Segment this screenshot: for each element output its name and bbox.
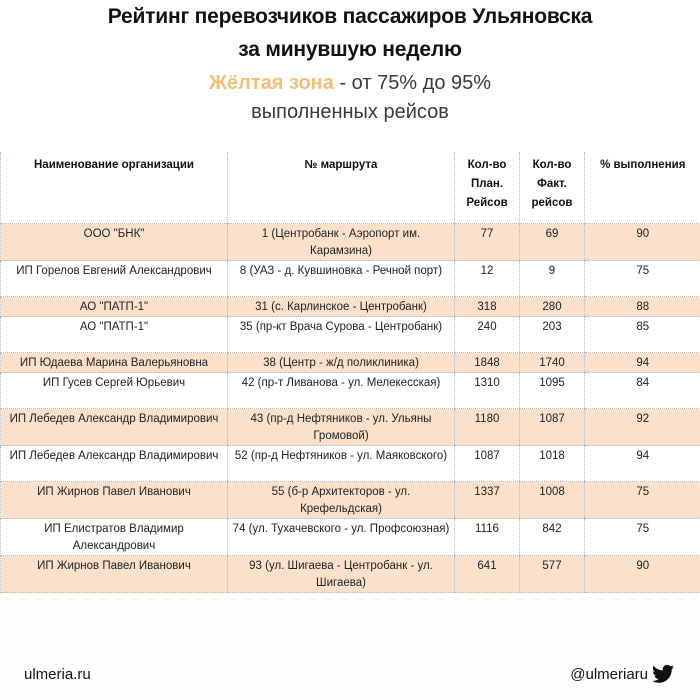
cell-route: 52 (пр-д Нефтяников - ул. Маяковского) xyxy=(228,446,455,482)
cell-organization: АО "ПАТП-1" xyxy=(1,297,228,317)
cell-organization: ИП Гусев Сергей Юрьевич xyxy=(1,373,228,409)
cell-organization: АО "ПАТП-1" xyxy=(1,317,228,353)
cell-percent: 90 xyxy=(585,224,700,261)
cell-organization: ИП Горелов Евгений Александрович xyxy=(1,261,228,297)
page-title-line-1: Рейтинг перевозчиков пассажиров Ульяновска xyxy=(107,5,593,28)
column-header-planned-trips xyxy=(455,152,520,224)
cell-route: 93 (ул. Шигаева - Центробанк - ул. Шигаева) xyxy=(228,556,455,593)
column-header-plan-line: План. xyxy=(470,178,504,190)
zone-subtitle xyxy=(0,72,700,95)
table-row xyxy=(1,317,700,353)
cell-actual: 280 xyxy=(520,297,585,317)
cell-actual: 1740 xyxy=(520,353,585,373)
cell-organization: ИП Юдаева Марина Валерьяновна xyxy=(1,353,228,373)
table-row xyxy=(1,373,700,409)
zone-subtitle-line-2: выполненных рейсов xyxy=(251,101,449,123)
cell-percent: 85 xyxy=(585,317,700,353)
cell-actual: 577 xyxy=(520,556,585,593)
cell-route: 1 (Центробанк - Аэропорт им. Карамзина) xyxy=(228,224,455,261)
cell-planned: 1087 xyxy=(455,446,520,482)
column-header-fact-line: Кол-во xyxy=(532,159,572,171)
cell-route: 74 (ул. Тухачевского - ул. Профсоюзная) xyxy=(228,519,455,556)
cell-actual: 203 xyxy=(520,317,585,353)
cell-planned: 1337 xyxy=(455,482,520,519)
cell-percent: 84 xyxy=(585,373,700,409)
table-row xyxy=(1,482,700,519)
cell-percent: 75 xyxy=(585,519,700,556)
cell-planned: 12 xyxy=(455,261,520,297)
social-handle[interactable]: @ulmeriaru xyxy=(570,666,648,683)
cell-planned: 1180 xyxy=(455,409,520,446)
cell-route: 42 (пр-т Ливанова - ул. Мелекесская) xyxy=(228,373,455,409)
zone-label: Жёлтая зона xyxy=(208,72,334,94)
cell-organization: ИП Лебедев Александр Владимирович xyxy=(1,409,228,446)
table-row xyxy=(1,409,700,446)
cell-percent: 75 xyxy=(585,482,700,519)
table-row xyxy=(1,261,700,297)
cell-route: 43 (пр-д Нефтяников - ул. Ульяны Громовой) xyxy=(228,409,455,446)
carrier-rating-table xyxy=(0,152,700,593)
cell-percent: 94 xyxy=(585,446,700,482)
cell-planned: 318 xyxy=(455,297,520,317)
cell-percent: 90 xyxy=(585,556,700,593)
cell-route: 38 (Центр - ж/д поликлиника) xyxy=(228,353,455,373)
cell-organization: ИП Жирнов Павел Иванович xyxy=(1,556,228,593)
table-row xyxy=(1,556,700,593)
table-row xyxy=(1,353,700,373)
column-header-actual-trips xyxy=(520,152,585,224)
cell-actual: 1095 xyxy=(520,373,585,409)
cell-organization: ИП Елистратов Владимир Александрович xyxy=(1,519,228,556)
cell-percent: 88 xyxy=(585,297,700,317)
table-row xyxy=(1,446,700,482)
column-header-fact-line: Факт. xyxy=(537,178,567,190)
cell-actual: 1018 xyxy=(520,446,585,482)
cell-route: 31 (с. Карлинское - Центробанк) xyxy=(228,297,455,317)
table-row xyxy=(1,224,700,261)
cell-percent: 75 xyxy=(585,261,700,297)
table-row xyxy=(1,519,700,556)
cell-route: 35 (пр-кт Врача Сурова - Центробанк) xyxy=(228,317,455,353)
column-header-route: № маршрута xyxy=(228,152,455,224)
column-header-plan-line: Кол-во xyxy=(467,159,507,171)
column-header-organization: Наименование организации xyxy=(1,152,228,224)
cell-route: 55 (б-р Архитекторов - ул. Крефельдская) xyxy=(228,482,455,519)
cell-actual: 842 xyxy=(520,519,585,556)
cell-planned: 77 xyxy=(455,224,520,261)
table-header-row xyxy=(1,152,700,224)
cell-planned: 1848 xyxy=(455,353,520,373)
cell-planned: 1116 xyxy=(455,519,520,556)
cell-actual: 9 xyxy=(520,261,585,297)
twitter-icon[interactable] xyxy=(652,664,674,684)
table-row xyxy=(1,297,700,317)
cell-actual: 1008 xyxy=(520,482,585,519)
column-header-plan-line: Рейсов xyxy=(466,197,508,209)
cell-planned: 1310 xyxy=(455,373,520,409)
cell-actual: 1087 xyxy=(520,409,585,446)
page-title-line-2: за минувшую неделю xyxy=(238,38,462,61)
cell-route: 8 (УАЗ - д. Кувшиновка - Речной порт) xyxy=(228,261,455,297)
cell-percent: 92 xyxy=(585,409,700,446)
cell-planned: 641 xyxy=(455,556,520,593)
column-header-fact-line: рейсов xyxy=(531,197,573,209)
column-header-completion-percent: % выполнения xyxy=(585,152,700,224)
cell-percent: 94 xyxy=(585,353,700,373)
cell-actual: 69 xyxy=(520,224,585,261)
cell-planned: 240 xyxy=(455,317,520,353)
cell-organization: ООО "БНК" xyxy=(1,224,228,261)
zone-range: - от 75% до 95% xyxy=(333,72,492,94)
cell-organization: ИП Жирнов Павел Иванович xyxy=(1,482,228,519)
cell-organization: ИП Лебедев Александр Владимирович xyxy=(1,446,228,482)
site-link[interactable]: ulmeria.ru xyxy=(24,666,91,683)
